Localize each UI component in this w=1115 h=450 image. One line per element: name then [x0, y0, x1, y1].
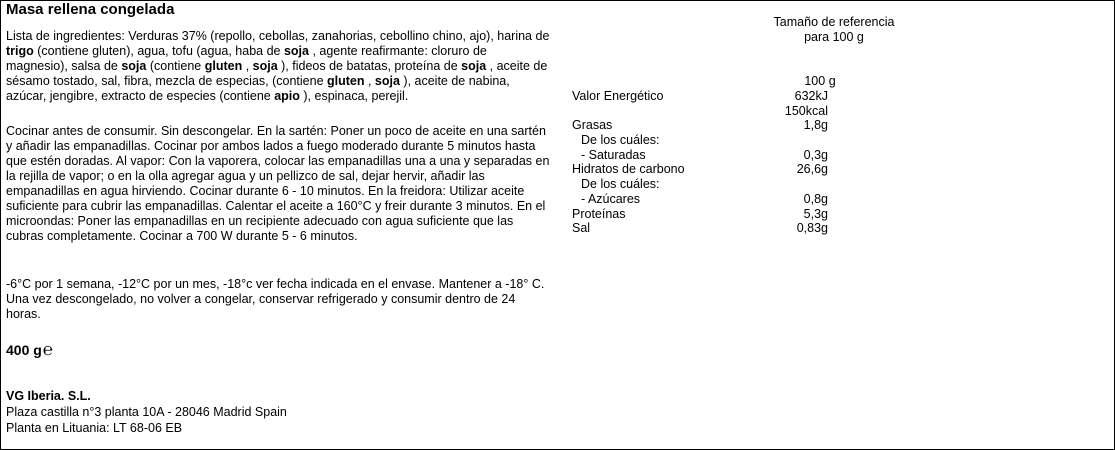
ingredient-text: Lista de ingredientes: Verduras 37% (repollo, cebollas, zanahorias, cebollino chino, ajo), harina de — [6, 29, 550, 43]
nutrition-row — [572, 192, 872, 207]
nutrient-value: 5,3g — [803, 206, 828, 221]
nutrient-label: Hidratos de carbono — [572, 162, 685, 177]
allergen-text: apio — [274, 89, 300, 103]
product-title: Masa rellena congelada — [6, 1, 175, 18]
nutrient-value: 1,8g — [803, 118, 828, 133]
ingredient-text: (contiene gluten), agua, tofu (agua, haba de — [33, 44, 284, 58]
reference-size-label: Tamaño de referencia — [773, 15, 895, 29]
nutrition-row — [572, 221, 872, 236]
nutrient-label: - Saturadas — [581, 147, 646, 162]
net-weight — [6, 340, 53, 360]
ingredient-text: ), fideos de batatas, proteína de — [277, 59, 462, 73]
nutrition-row — [572, 177, 872, 192]
estimated-sign-icon: ℮ — [42, 340, 54, 360]
nutrient-label: Sal — [572, 221, 591, 236]
allergen-text: soja — [461, 59, 487, 73]
company-address: Plaza castilla n°3 planta 10A - 28046 Madrid Spain — [6, 405, 287, 419]
nutrition-column-header: 100 g — [804, 74, 836, 88]
nutrient-value: 632kJ — [794, 89, 828, 103]
ingredient-text: , — [242, 59, 253, 73]
nutrition-table — [572, 89, 872, 236]
ingredient-text: (contiene — [146, 59, 205, 73]
company-info — [6, 388, 287, 436]
nutrition-row — [572, 162, 872, 177]
allergen-text: soja — [121, 59, 147, 73]
storage-instructions: -6°C por 1 semana, -12°C por un mes, -18°c ver fecha indicada en el envase. Mantener a -18° C. Una vez descongelado, no volver a congelar, conservar refrigerado y consumir dentro de 24 horas. — [6, 277, 545, 321]
reference-per-label: para 100 g — [804, 30, 864, 44]
ingredients-list — [6, 29, 551, 104]
allergen-text: gluten — [204, 59, 243, 73]
allergen-text: gluten — [327, 74, 365, 88]
preparation-instructions: Cocinar antes de consumir. Sin descongelar. En la sartén: Poner un poco de aceite en una sartén y añadir las empanadillas. Cocinar por ambos lados a fuego moderado durante 5 minutos hasta que estén doradas. Al vapor: Con la vaporera, colocar las empanadillas una a una y separadas en la rejilla de vapor; o en la olla agregar agua y un pellizco de sal, dejar hervir, añadir las empanadillas en agua hirviendo. Cocinar durante 6 - 10 minutos. En la freidora: Utilizar aceite suficiente para cubrir las empanadillas. Calentar el aceite a 160°C y freir durante 3 minutos. En el microondas: Poner las empanadillas en un recipiente adecuado con agua suficiente que las cubras completamente. Cocinar a 700 W durante 5 - 6 minutos. — [6, 124, 550, 243]
nutrient-label: Grasas — [572, 118, 613, 133]
ingredient-text: , aceite de sésamo tostado, sal, fibra, mezcla de especias, (contiene — [6, 59, 548, 88]
ingredient-text: ), aceite de nabina, azúcar, jengibre, extracto de especies (contiene — [6, 74, 510, 103]
allergen-text: soja — [252, 59, 278, 73]
nutrient-label: - Azúcares — [581, 191, 641, 206]
net-weight-value: 400 g — [6, 342, 42, 358]
ingredient-text: , agente reafirmante: cloruro de magnesio), salsa de — [6, 44, 487, 73]
nutrition-row — [572, 104, 872, 119]
allergen-text: trigo — [6, 44, 34, 58]
production-plant: Planta en Lituania: LT 68-06 EB — [6, 421, 183, 435]
nutrition-row — [572, 133, 872, 148]
nutrient-value: 0,83g — [796, 221, 828, 236]
nutrient-value: 150kcal — [784, 103, 828, 118]
nutrient-label: Proteínas — [572, 206, 626, 221]
nutrient-value: 0,3g — [803, 147, 828, 162]
nutrition-row — [572, 118, 872, 133]
nutrient-label: De los cuáles: — [581, 177, 660, 192]
allergen-text: soja — [374, 74, 400, 88]
ingredient-text: , — [364, 74, 375, 88]
nutrient-value: 26,6g — [796, 162, 828, 177]
nutrient-label: De los cuáles: — [581, 133, 660, 148]
nutrition-reference-header — [760, 15, 908, 45]
nutrition-row — [572, 148, 872, 163]
nutrition-row — [572, 207, 872, 222]
nutrient-value: 0,8g — [803, 191, 828, 206]
company-name: VG Iberia. S.L. — [6, 389, 91, 403]
ingredient-text: ), espinaca, perejil. — [299, 89, 409, 103]
nutrient-label: Valor Energético — [572, 89, 664, 103]
nutrition-row — [572, 89, 872, 104]
allergen-text: soja — [283, 44, 309, 58]
